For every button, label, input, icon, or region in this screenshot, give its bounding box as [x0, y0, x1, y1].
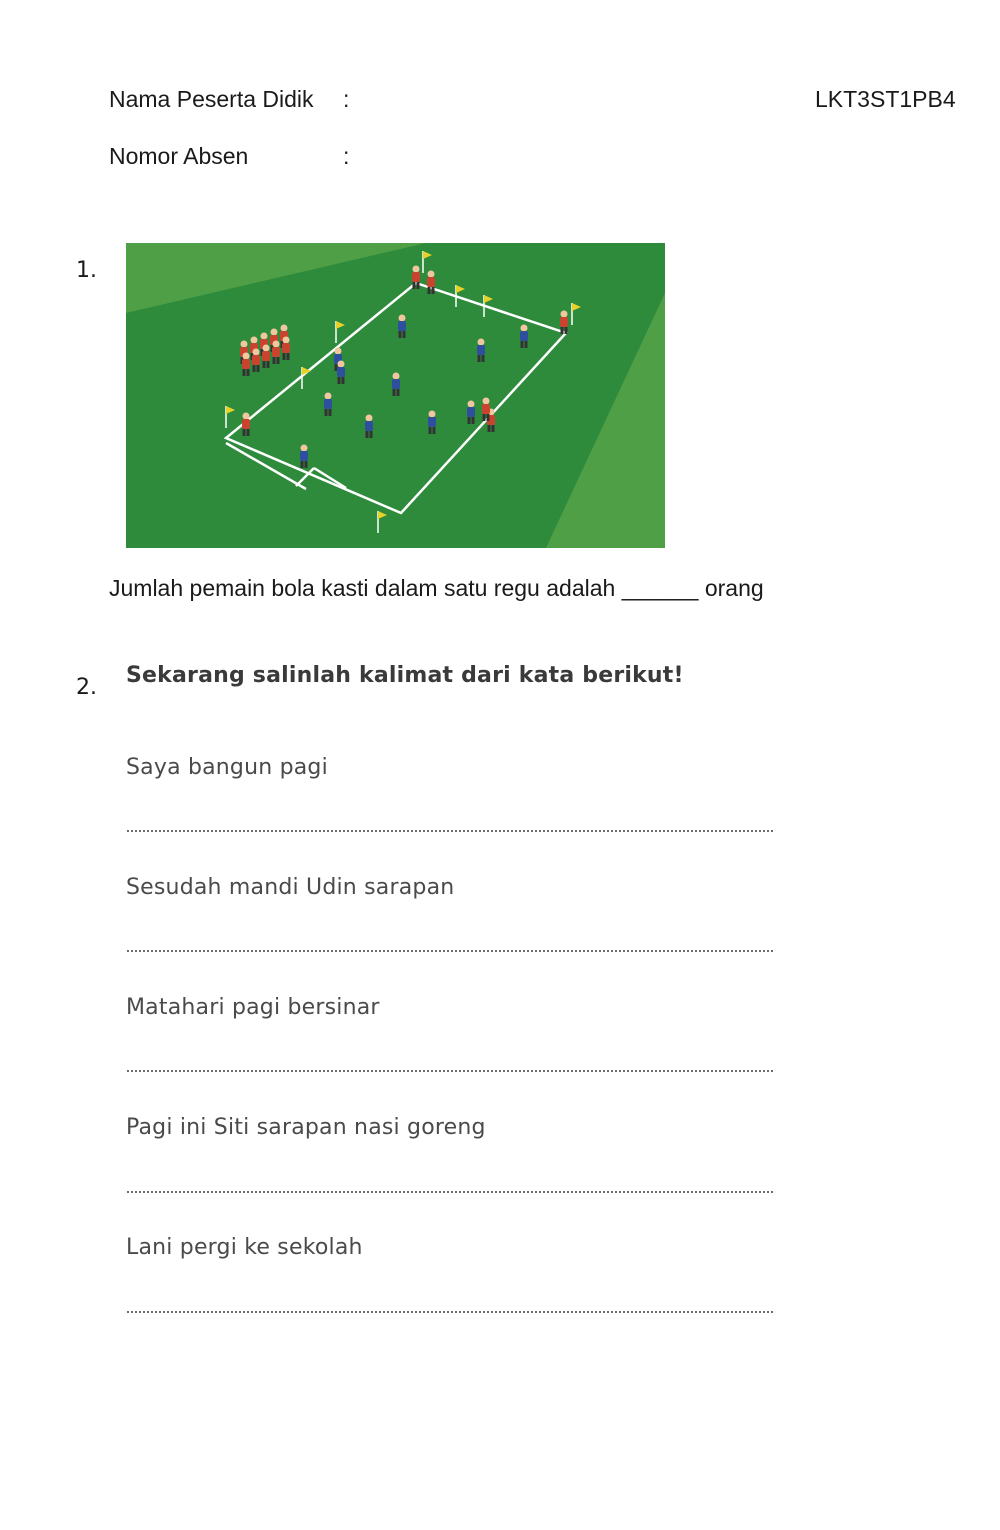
absen-label: Nomor Absen — [109, 143, 249, 169]
name-label: Nama Peserta Didik — [109, 86, 314, 112]
name-colon: : — [343, 86, 350, 112]
sentence-4: Pagi ini Siti sarapan nasi goreng — [126, 1115, 486, 1140]
kasti-field-illustration — [126, 243, 665, 548]
answer-line-2[interactable] — [126, 949, 774, 953]
question-2-instruction: Sekarang salinlah kalimat dari kata berikut! — [126, 663, 684, 688]
question-1-sentence: Jumlah pemain bola kasti dalam satu regu adalah ______ orang — [109, 575, 764, 601]
sentence-5: Lani pergi ke sekolah — [126, 1235, 363, 1260]
answer-line-3[interactable] — [126, 1069, 774, 1073]
sentence-1: Saya bangun pagi — [126, 755, 328, 780]
sentence-2: Sesudah mandi Udin sarapan — [126, 875, 455, 900]
absen-colon: : — [343, 143, 350, 169]
answer-line-4[interactable] — [126, 1190, 774, 1194]
worksheet-code: LKT3ST1PB4 — [815, 86, 956, 112]
question-2-number: 2. — [76, 675, 97, 700]
answer-line-5[interactable] — [126, 1310, 774, 1314]
sentence-3: Matahari pagi bersinar — [126, 995, 380, 1020]
kasti-field-svg — [126, 243, 665, 548]
question-1-number: 1. — [76, 258, 97, 283]
answer-line-1[interactable] — [126, 829, 774, 833]
